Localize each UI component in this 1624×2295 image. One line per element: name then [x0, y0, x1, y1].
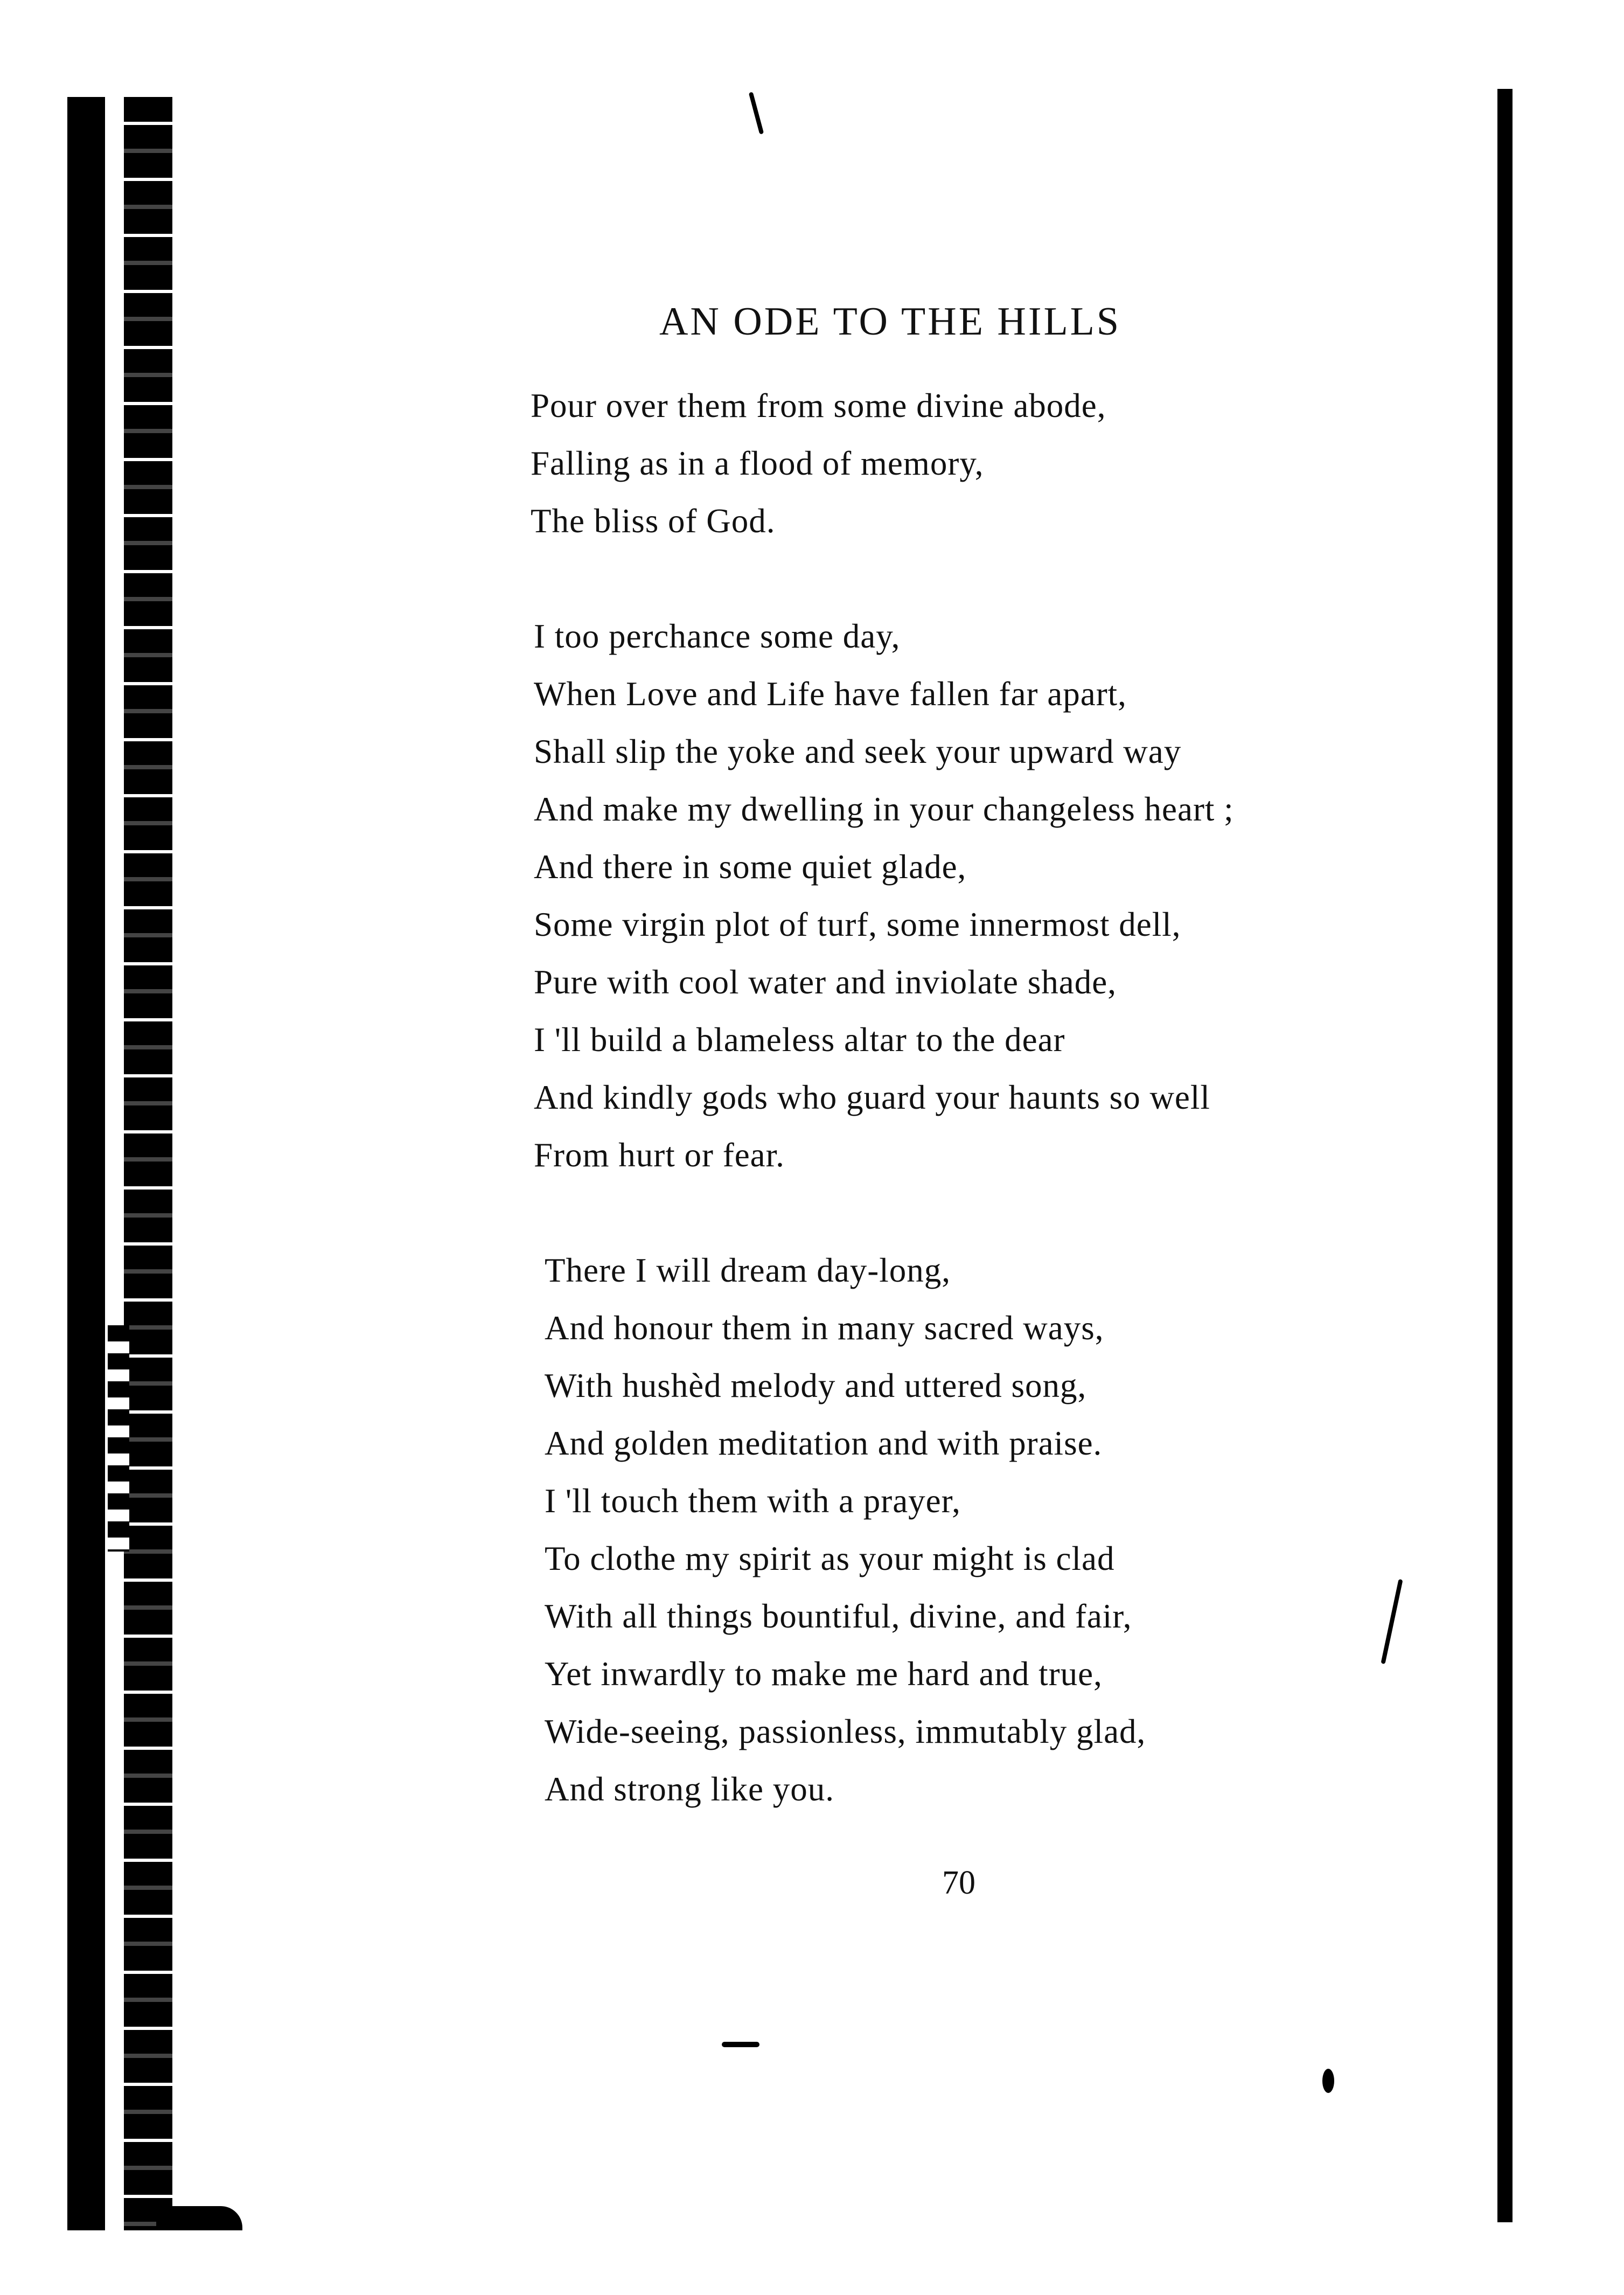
- poem-line: I too perchance some day,: [534, 617, 901, 655]
- stanza: [534, 608, 1457, 1184]
- poem-line: Yet inwardly to make me hard and true,: [545, 1655, 1103, 1693]
- poem-line: With all things bountiful, divine, and fair,: [545, 1597, 1132, 1635]
- poem-line: I 'll build a blameless altar to the dear: [534, 1021, 1065, 1059]
- scan-edge-left-noise: [124, 97, 172, 2230]
- scan-speck: [722, 2042, 759, 2047]
- poem-line: And golden meditation and with praise.: [545, 1424, 1103, 1462]
- stanza: [545, 1242, 1457, 1818]
- poem-line: And there in some quiet glade,: [534, 848, 967, 886]
- poem-line: When Love and Life have fallen far apart,: [534, 675, 1127, 713]
- poem-line: Falling as in a flood of memory,: [531, 444, 984, 482]
- poem-line: From hurt or fear.: [534, 1136, 785, 1174]
- scan-edge-right-shadow: [1497, 89, 1513, 2222]
- poem-line: Shall slip the yoke and seek your upward way: [534, 733, 1182, 770]
- poem-line: To clothe my spirit as your might is clad: [545, 1540, 1115, 1577]
- poem-title: AN ODE TO THE HILLS: [659, 300, 1121, 344]
- scan-edge-left-marks: [108, 1325, 129, 1552]
- poem-line: Pour over them from some divine abode,: [531, 387, 1106, 425]
- poem-line: With hushèd melody and uttered song,: [545, 1367, 1087, 1404]
- poem-line: I 'll touch them with a prayer,: [545, 1482, 961, 1520]
- scan-speck: [749, 92, 764, 134]
- poem-line: And kindly gods who guard your haunts so well: [534, 1079, 1210, 1116]
- page-number: 70: [942, 1865, 975, 1901]
- poem-line: Wide-seeing, passionless, immutably glad,: [545, 1713, 1146, 1750]
- stanza: [531, 377, 1457, 550]
- scan-edge-left-shadow: [67, 97, 105, 2230]
- poem-line: There I will dream day-long,: [545, 1251, 951, 1289]
- poem-line: The bliss of God.: [531, 502, 776, 540]
- poem-body: [531, 377, 1457, 1876]
- poem-line: And honour them in many sacred ways,: [545, 1309, 1104, 1347]
- scan-speck: [1322, 2069, 1334, 2093]
- scan-edge-left-foot: [156, 2206, 242, 2230]
- poem-line: Pure with cool water and inviolate shade,: [534, 963, 1117, 1001]
- poem-line: And make my dwelling in your changeless heart ;: [534, 790, 1234, 828]
- poem-line: And strong like you.: [545, 1770, 834, 1808]
- poem-line: Some virgin plot of turf, some innermost dell,: [534, 906, 1181, 943]
